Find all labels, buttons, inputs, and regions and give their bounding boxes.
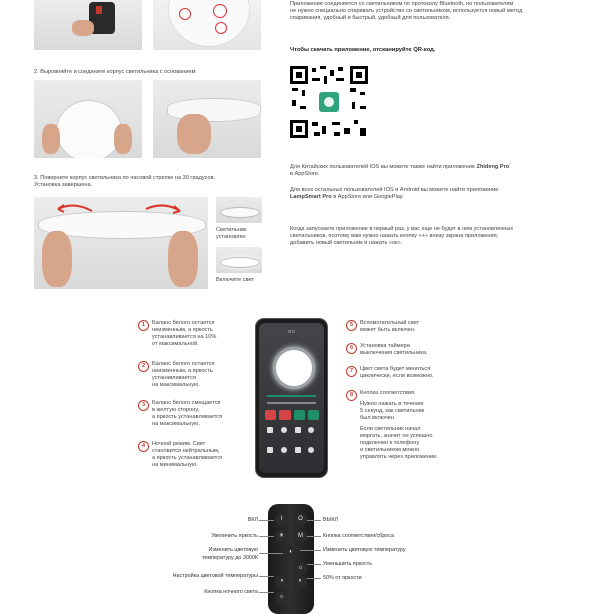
legend-number: 2 [138,361,149,372]
app-icon[interactable] [295,427,301,433]
legend-line: Вспомогательный свет [360,320,420,326]
legend-line: 5 секунд, как светильник [360,408,425,414]
photo-step3-main [34,197,208,289]
legend-line: выключения светильника. [360,350,428,356]
legend-line: на максимальную. [152,382,200,388]
lamp-preview [273,347,315,389]
label-warm [202,546,258,562]
app-icon[interactable] [308,447,314,453]
photo-step2-left [34,80,142,158]
leader-line [307,578,321,579]
mark-circle-3 [215,22,227,34]
legend-line: циклически, если возможно. [360,373,434,379]
leader-line [259,592,274,593]
legend-line: Баланс белого остается [152,320,215,326]
match-button[interactable]: M [294,530,307,543]
mark-circle-1 [179,8,191,20]
legend-number: 3 [138,400,149,411]
app-icon-grid [267,427,317,461]
rotate-arrow-right [144,199,184,215]
hand-left [42,124,60,154]
photo-light-on [216,247,262,273]
app-icon[interactable] [281,427,287,433]
label-warm-line: температуру до 3000К [202,555,258,561]
legend-line: на минимальную. [152,462,198,468]
app-intro-line: Приложение соединяется со светильником по протоколу Bluetooth, но пользователям [290,1,514,7]
label-brighter: Увеличить яркость [211,533,258,539]
legend-number: 5 [346,320,357,331]
qr-title: Чтобы скачать приложение, отсканируйте QR-код. [290,47,436,53]
first-line: добавить новый светильник и нажать «ок». [290,240,403,246]
legend-line: в желтую сторону, [152,407,200,413]
legend-number: 4 [138,441,149,452]
legend-number: 7 [346,366,357,377]
brightness-slider[interactable] [267,395,316,397]
label-temp-setup: Настройка цветовой температуры [172,573,258,579]
legend-line: подключен к телефону [360,440,420,446]
hand-right [177,114,211,154]
drill-accent [96,6,102,14]
label-off: ВЫКЛ [323,517,339,523]
first-line: Когда запускаете приложение в первый раз, у вас еще не будет в нем установленных [290,226,514,232]
legend-line: моргать, значит он успешно [360,433,433,439]
power-on-button[interactable]: I [275,513,288,526]
temp-slider[interactable] [267,402,316,404]
app-button-3[interactable] [294,410,305,420]
first-line: светильников, поэтому вам нужно нажать кнопку «+» внизу экрана приложения, [290,233,499,239]
app-intro-text [290,1,590,22]
installed-line: Светильник [216,227,247,233]
photo-step2-right [153,80,261,158]
legend-line: устанавливается [152,375,196,381]
legend-line: неизменным, а яркость [152,368,213,374]
label-change-temp: Изменить цветовую температуру [323,547,406,553]
legend-number: 6 [346,343,357,354]
label-half: 50% от яркости [323,575,362,581]
night-light-button[interactable]: ☼ [275,591,288,604]
other-line-2: в AppStore или GooglePlay. [333,194,404,200]
photo-drill-install [34,0,142,50]
half-brightness-button[interactable]: ◐ [294,575,307,588]
legend-line: Если светильник начал [360,426,421,432]
legend-line: а яркость устанавливается [152,414,223,420]
app-icon[interactable] [308,427,314,433]
app-icon[interactable] [281,447,287,453]
app-button-row [265,410,319,420]
label-match: Кнопка соответствия/сброса [323,533,395,539]
label-night: Кнопка ночного света [204,589,258,595]
label-dimmer: Уменьшить яркость [323,561,373,567]
step3-title [34,175,215,189]
app-icon[interactable] [267,447,273,453]
china-line: Для Китайских пользователей IOS вы можете также найти приложение [290,164,475,170]
legend-line: управлять через приложение. [360,454,438,460]
phone-screen [259,323,324,473]
legend-line: устанавливается на 10% [152,334,217,340]
app-button-1[interactable] [265,410,276,420]
other-app-name: LampSmart Pro [290,194,332,200]
app-intro-line: спаривания, удобный и быстрый, удобный для пользователя. [290,15,451,21]
china-line-2: в AppStore. [290,171,320,177]
step3-line: Установка завершена. [34,182,93,188]
power-off-button[interactable]: O [294,513,307,526]
first-launch-text [290,226,590,247]
legend-line: становится нейтральным, [152,448,220,454]
dimmer-button[interactable]: ☼ [294,562,307,575]
other-text [290,187,590,201]
turn-on-label: Включите свет [216,277,254,283]
china-text [290,164,590,178]
leader-line [259,520,274,521]
step3-line: 3. Поверните корпус светильника по часовой стрелке на 30 градусов. [34,175,216,181]
installed-line: установлен [216,234,246,240]
warm-temp-button[interactable]: ◐ [284,546,298,560]
hand-right [114,124,132,154]
legend-line: Нужно нажать в течение [360,401,424,407]
installed-label [216,227,246,241]
app-icon[interactable] [295,447,301,453]
lamp-lit [220,257,260,268]
photo-installed [216,197,262,223]
hand-left [72,20,94,36]
temp-setup-button[interactable]: ◑ [275,575,288,588]
other-line: Для всех остальных пользователей IOS и Android вы можете найти приложение [290,187,499,193]
qr-code-graphic [290,66,368,138]
rotate-arrow-left [54,199,94,215]
legend-line: Баланс белого смещается [152,400,221,406]
leader-line [307,520,321,521]
leader-line [307,564,321,565]
legend-line: и светильником можно [360,447,420,453]
phone-header: 8 0 [288,329,295,334]
lamp-disk [56,100,122,158]
leader-line [259,536,274,537]
legend-line: Кнопка соответствия. [360,390,416,396]
photo-base-marks [153,0,261,50]
legend-line: Баланс белого остается [152,361,215,367]
app-button-4[interactable] [308,410,319,420]
china-app-name: Zhideng Pro [476,164,510,170]
mark-circle-2 [213,4,227,18]
legend-line: на максимальную. [152,421,200,427]
step2-title: 2. Выровняйте и соедините корпус светильника с основанием [34,69,196,75]
leader-line [259,553,283,554]
legend-line: был включен. [360,415,396,421]
leader-line [259,576,274,577]
legend-line: Цвет света будет меняться [360,366,431,372]
leader-line [307,536,321,537]
brighter-button[interactable]: ☀ [275,530,288,543]
label-warm-line: Изменить цветовую [208,547,258,553]
hand-left [42,231,72,287]
legend-line: а яркость устанавливается [152,455,223,461]
qr-code[interactable] [290,66,368,138]
legend-line: Установка таймера [360,343,410,349]
legend-line: неизменным, а яркость [152,327,213,333]
app-button-2[interactable] [279,410,290,420]
phone [255,318,328,478]
legend-number: 8 [346,390,357,401]
legend-line: Ночной режим. Свет [152,441,206,447]
lamp-installed [220,207,260,218]
leader-line [300,550,321,551]
legend-line: может быть включен. [360,327,416,333]
label-on: ВКЛ [247,517,258,523]
legend-number: 1 [138,320,149,331]
base-disk [168,0,250,47]
legend-line: от максимальной. [152,341,199,347]
app-intro-line: не нужно специально спаривать устройство со светильником, используется новый метод [290,8,523,14]
hand-right [168,231,198,287]
app-icon[interactable] [267,427,273,433]
